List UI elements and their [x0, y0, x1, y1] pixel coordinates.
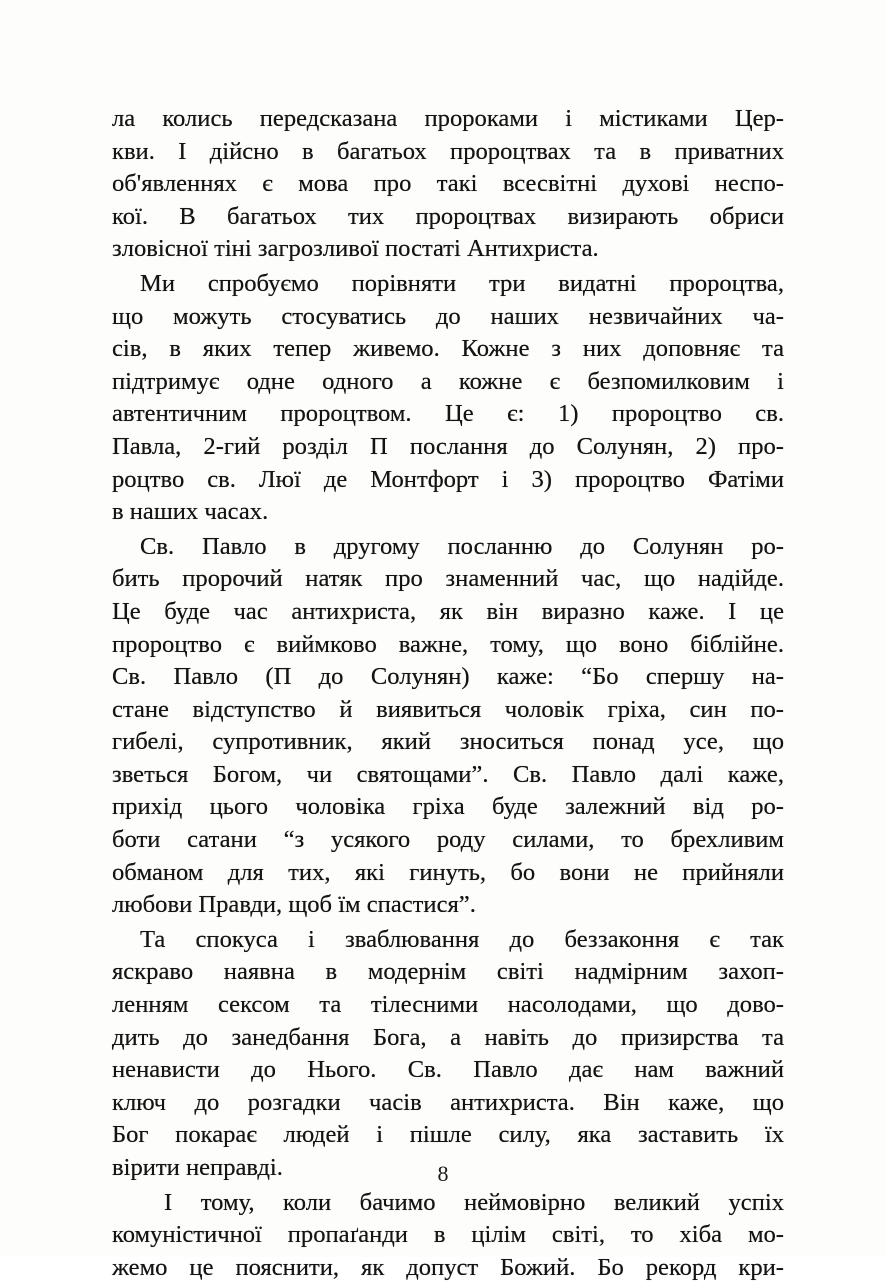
page-number: 8 — [437, 1161, 449, 1186]
text-line: ленням сексом та тілесними насолодами, що дово- — [112, 991, 784, 1019]
text-line: в наших часах. — [112, 498, 269, 526]
text-line: І тому, коли бачимо неймовірно великий успіх — [164, 1188, 784, 1216]
body-text — [112, 103, 784, 1286]
text-line: ключ до розгадки часів антихриста. Він каже, що — [112, 1088, 784, 1116]
text-line: ла колись передсказана пророками і містиками Цер- — [112, 105, 784, 132]
text-line: бить пророчий натяк про знаменний час, що надійде. — [112, 565, 784, 593]
text-line: Бог покарає людей і пішле силу, яка заставить їх — [112, 1121, 784, 1149]
text-line: кої. В багатьох тих пророцтвах визирають обриси — [112, 202, 784, 230]
text-line: Ми спробуємо порівняти три видатні пророцтва, — [140, 269, 784, 297]
paragraph-4 — [112, 924, 784, 1185]
text-line: Св. Павло (П до Солунян) каже: “Бо спершу на- — [112, 663, 784, 691]
text-line: Павла, 2-гий розділ П послання до Солунян, 2) про- — [112, 432, 784, 460]
text-line: яскраво наявна в модернім світі надмірним захоп- — [112, 958, 784, 986]
text-line: кви. І дійсно в багатьох пророцтвах та в приватних — [112, 137, 784, 165]
text-line: стане відступство й виявиться чоловік гріха, син по- — [112, 695, 784, 723]
text-line: дить до занедбання Бога, а навіть до призирства та — [112, 1023, 784, 1051]
paragraph-3 — [112, 531, 784, 922]
text-line: що можуть стосуватись до наших незвичайних ча- — [112, 302, 784, 330]
paragraph-5 — [112, 1187, 784, 1285]
text-line: об'явленнях є мова про такі всесвітні духові неспо- — [112, 170, 784, 198]
text-line: комуністичної пропаґанди в цілім світі, то хіба мо- — [112, 1221, 784, 1249]
text-line: Та спокуса і зваблювання до беззаконня є так — [140, 925, 784, 953]
text-line: жемо це пояснити, як допуст Божий. Бо рекорд кри- — [112, 1253, 784, 1281]
text-line: сів, в яких тепер живемо. Кожне з них доповняє та — [112, 335, 784, 363]
text-line: підтримує одне одного а кожне є безпомилковим і — [112, 367, 784, 395]
text-line: обманом для тих, які гинуть, бо вони не прийняли — [112, 858, 784, 886]
text-line: вірити неправді. — [112, 1154, 283, 1181]
text-line: ненависти до Нього. Св. Павло дає нам важний — [112, 1056, 784, 1084]
text-line: зветься Богом, чи святощами”. Св. Павло далі каже, — [112, 760, 784, 788]
text-line: автентичним пророцтвом. Це є: 1) пророцтво св. — [112, 400, 784, 428]
text-line: боти сатани “з усякого роду силами, то брехливим — [112, 826, 784, 854]
text-line: прихід цього чоловіка гріха буде залежний від ро- — [112, 793, 784, 821]
text-line: роцтво св. Люї де Монтфорт і 3) пророцтво Фатіми — [112, 465, 784, 493]
text-line: пророцтво є виймково важне, тому, що воно біблійне. — [112, 630, 784, 658]
text-line: Св. Павло в другому посланню до Солунян ро- — [140, 532, 784, 560]
text-line: Це буде час антихриста, як він виразно каже. І це — [112, 597, 784, 625]
text-line: зловісної тіні загрозливої постаті Антихриста. — [112, 235, 599, 263]
paragraph-1 — [112, 103, 784, 266]
text-line: любови Правди, щоб їм спастися”. — [112, 891, 476, 919]
paragraph-2 — [112, 268, 784, 529]
text-line: гибелі, супротивник, який зноситься понад усе, що — [112, 728, 784, 756]
